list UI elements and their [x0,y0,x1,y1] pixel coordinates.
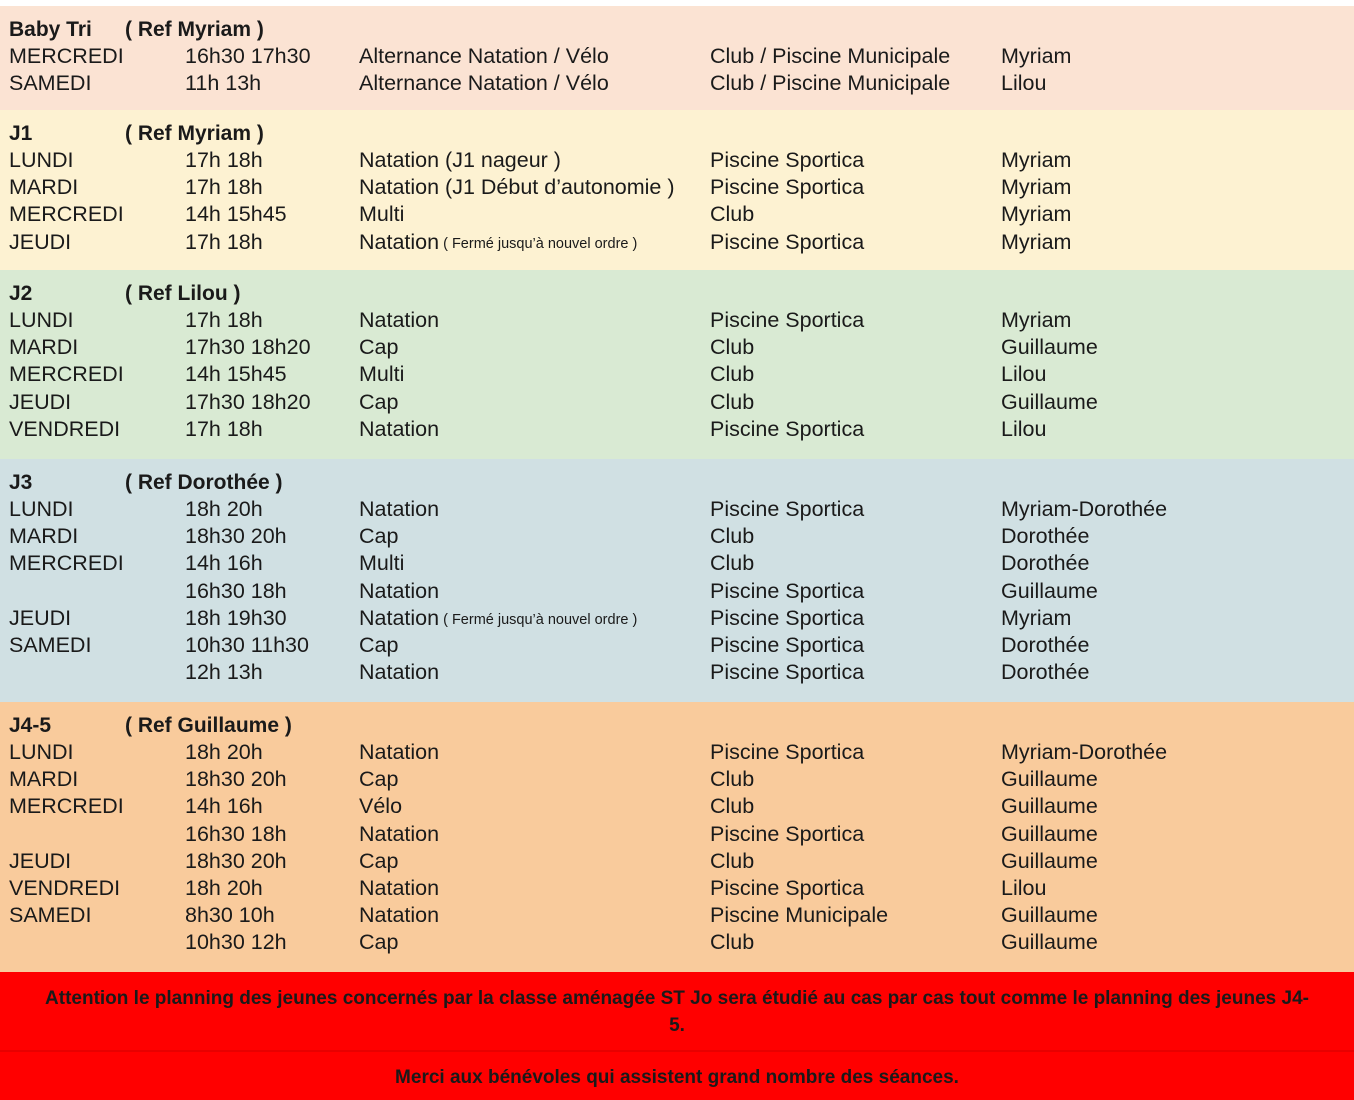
session-row [0,147,1354,174]
session-activity [359,848,398,875]
session-coach: Myriam [1001,175,1072,200]
session-activity [359,201,404,228]
session-time: 16h30 18h [185,821,287,846]
thanks-notice [0,1052,1354,1100]
activity-note: ( Fermé jusqu’à nouvel ordre ) [443,611,638,628]
session-row [0,523,1354,550]
session-place: Club / Piscine Municipale [710,71,951,96]
session-day: LUNDI [9,148,74,172]
session-activity [359,147,561,174]
session-time: 18h 20h [185,497,263,521]
session-row [0,739,1354,766]
session-time: 14h 16h [185,794,263,819]
attention-notice-text: Attention le planning des jeunes concernés par la classe aménagée ST Jo sera étudié au cas par cas tout comme le planning des jeunes J4-5. [45,988,1309,1036]
session-coach: Myriam [1001,148,1072,172]
session-row [0,550,1354,577]
activity-label: Alternance Natation / Vélo [359,44,609,68]
session-time: 16h30 17h30 [185,44,311,68]
session-row [0,902,1354,929]
session-day: VENDREDI [9,875,121,900]
group-referent: ( Ref Myriam ) [125,122,264,145]
activity-note: ( Fermé jusqu’à nouvel ordre ) [443,235,638,252]
session-time: 17h30 18h20 [185,389,311,414]
group-referent: ( Ref Guillaume ) [125,714,292,737]
session-coach: Myriam [1001,308,1072,332]
session-activity [359,875,439,902]
session-day: MERCREDI [9,362,124,387]
session-row [0,632,1354,659]
session-time: 10h30 11h30 [185,632,309,657]
session-activity [359,902,439,929]
session-activity [359,739,439,766]
session-row [0,929,1354,956]
session-time: 16h30 18h [185,578,287,603]
session-time: 18h 19h30 [185,605,287,630]
session-day: JEUDI [9,848,72,873]
session-coach: Dorothée [1001,660,1090,685]
session-place: Piscine Sportica [710,632,865,657]
session-coach: Lilou [1001,362,1047,387]
session-place: Club [710,930,755,955]
session-time: 18h30 20h [185,767,287,792]
thanks-notice-text: Merci aux bénévoles qui assistent grand nombre des séances. [395,1067,959,1088]
session-coach: Guillaume [1001,767,1098,792]
session-day: MARDI [9,524,79,549]
activity-label: Cap [359,389,399,414]
activity-label: Cap [359,632,399,657]
session-coach: Dorothée [1001,632,1090,657]
session-coach: Dorothée [1001,551,1090,576]
activity-label: Natation (J1 Début d’autonomie ) [359,175,675,200]
session-time: 14h 15h45 [185,202,287,227]
session-place: Club [710,767,755,792]
session-place: Piscine Sportica [710,605,865,630]
session-coach: Guillaume [1001,335,1098,360]
session-coach: Guillaume [1001,930,1098,955]
session-row [0,416,1354,443]
activity-label: Natation [359,875,440,900]
session-time: 17h 18h [185,416,263,441]
session-time: 10h30 12h [185,930,287,955]
activity-label: Multi [359,202,405,227]
activity-label: Natation [359,578,440,603]
session-place: Club [710,389,755,414]
session-time: 17h 18h [185,175,263,200]
session-activity [359,793,402,820]
session-day: MARDI [9,335,79,360]
session-place: Piscine Municipale [710,903,889,928]
session-day: MARDI [9,175,79,200]
session-coach: Lilou [1001,71,1047,96]
group-header [0,120,1354,147]
session-activity [359,929,398,956]
activity-label: Natation (J1 nageur ) [359,148,561,172]
session-coach: Guillaume [1001,821,1098,846]
group-header [0,469,1354,496]
group-name: J4-5 [9,714,52,737]
session-activity [359,550,404,577]
activity-label: Natation [359,821,440,846]
group-header [0,280,1354,307]
session-time: 18h 20h [185,875,263,900]
session-place: Club [710,794,755,819]
session-day: JEUDI [9,389,72,414]
session-activity [359,766,398,793]
session-place: Club [710,202,755,227]
session-time: 11h 13h [185,71,262,96]
session-time: 14h 16h [185,551,263,576]
activity-label: Cap [359,335,399,360]
session-day: SAMEDI [9,632,92,657]
session-day: SAMEDI [9,903,92,928]
session-place: Piscine Sportica [710,229,865,254]
activity-label: Cap [359,524,399,549]
session-time: 12h 13h [185,660,263,685]
session-coach: Myriam-Dorothée [1001,497,1168,521]
session-row [0,848,1354,875]
session-row [0,334,1354,361]
session-place: Piscine Sportica [710,175,865,200]
session-time: 17h 18h [185,308,263,332]
activity-label: Multi [359,362,405,387]
activity-label: Natation [359,229,440,254]
session-row [0,389,1354,416]
group-section [0,702,1354,972]
session-activity [359,307,439,334]
session-time: 18h 20h [185,740,263,764]
session-coach: Dorothée [1001,524,1090,549]
group-referent: ( Ref Dorothée ) [125,471,283,494]
session-row [0,43,1354,70]
session-coach: Guillaume [1001,903,1098,928]
group-referent: ( Ref Myriam ) [125,18,264,41]
session-activity [359,578,439,605]
session-coach: Myriam [1001,202,1072,227]
session-day: JEUDI [9,605,72,630]
session-place: Piscine Sportica [710,497,865,521]
session-place: Piscine Sportica [710,578,865,603]
group-header [0,712,1354,739]
session-row [0,659,1354,686]
session-place: Club [710,551,755,576]
session-activity [359,523,398,550]
session-coach: Myriam-Dorothée [1001,740,1168,764]
session-row [0,307,1354,334]
group-section [0,459,1354,702]
session-day: MERCREDI [9,44,124,68]
session-activity [359,43,609,70]
session-place: Piscine Sportica [710,875,865,900]
session-coach: Guillaume [1001,794,1098,819]
session-activity [359,334,398,361]
session-row [0,605,1354,632]
activity-label: Natation [359,903,440,928]
session-day: LUNDI [9,308,74,332]
session-row [0,361,1354,388]
session-day: LUNDI [9,497,74,521]
group-name: J2 [9,282,33,305]
session-activity [359,821,439,848]
session-activity [359,361,404,388]
session-time: 17h30 18h20 [185,335,311,360]
session-place: Club / Piscine Municipale [710,44,951,68]
session-row [0,70,1354,97]
session-place: Club [710,848,755,873]
session-day: MERCREDI [9,202,124,227]
session-coach: Guillaume [1001,578,1098,603]
session-day: VENDREDI [9,416,121,441]
activity-label: Alternance Natation / Vélo [359,71,609,96]
session-place: Piscine Sportica [710,148,865,172]
activity-label: Natation [359,308,440,332]
session-place: Piscine Sportica [710,821,865,846]
session-activity [359,416,439,443]
session-place: Club [710,524,755,549]
session-time: 17h 18h [185,148,263,172]
session-time: 18h30 20h [185,524,287,549]
session-activity [359,496,439,523]
session-activity [359,605,637,634]
session-activity [359,389,398,416]
session-coach: Lilou [1001,875,1047,900]
session-day: MERCREDI [9,794,124,819]
activity-label: Natation [359,660,440,685]
group-name: J1 [9,122,33,145]
session-day: SAMEDI [9,71,92,96]
session-place: Club [710,335,755,360]
session-time: 8h30 10h [185,903,275,928]
session-day: JEUDI [9,229,72,254]
session-activity [359,632,398,659]
session-coach: Myriam [1001,44,1072,68]
session-row [0,875,1354,902]
session-coach: Myriam [1001,605,1072,630]
group-section [0,270,1354,459]
activity-label: Natation [359,740,440,764]
session-row [0,496,1354,523]
session-coach: Guillaume [1001,389,1098,414]
activity-label: Vélo [359,794,403,819]
session-coach: Myriam [1001,229,1072,254]
group-name: Baby Tri [9,18,92,41]
session-activity [359,174,675,201]
session-place: Piscine Sportica [710,660,865,685]
group-referent: ( Ref Lilou ) [125,282,241,305]
session-row [0,229,1354,256]
group-name: J3 [9,471,33,494]
session-place: Piscine Sportica [710,308,865,332]
group-list [0,6,1354,972]
group-section [0,110,1354,270]
activity-label: Natation [359,605,440,630]
session-time: 18h30 20h [185,848,287,873]
activity-label: Cap [359,930,399,955]
session-coach: Guillaume [1001,848,1098,873]
activity-label: Cap [359,848,399,873]
activity-label: Natation [359,497,440,521]
session-place: Club [710,362,755,387]
session-row [0,174,1354,201]
attention-notice [0,972,1354,1050]
session-place: Piscine Sportica [710,740,865,764]
session-activity [359,229,637,258]
session-row [0,578,1354,605]
session-place: Piscine Sportica [710,416,865,441]
session-coach: Lilou [1001,416,1047,441]
session-activity [359,659,439,686]
session-day: MERCREDI [9,551,124,576]
activity-label: Multi [359,551,405,576]
session-row [0,793,1354,820]
session-day: LUNDI [9,740,74,764]
activity-label: Cap [359,767,399,792]
session-time: 17h 18h [185,229,263,254]
group-header [0,16,1354,43]
group-section [0,6,1354,110]
session-time: 14h 15h45 [185,362,287,387]
session-activity [359,70,609,97]
session-row [0,201,1354,228]
session-row [0,821,1354,848]
session-day: MARDI [9,767,79,792]
session-row [0,766,1354,793]
activity-label: Natation [359,416,440,441]
